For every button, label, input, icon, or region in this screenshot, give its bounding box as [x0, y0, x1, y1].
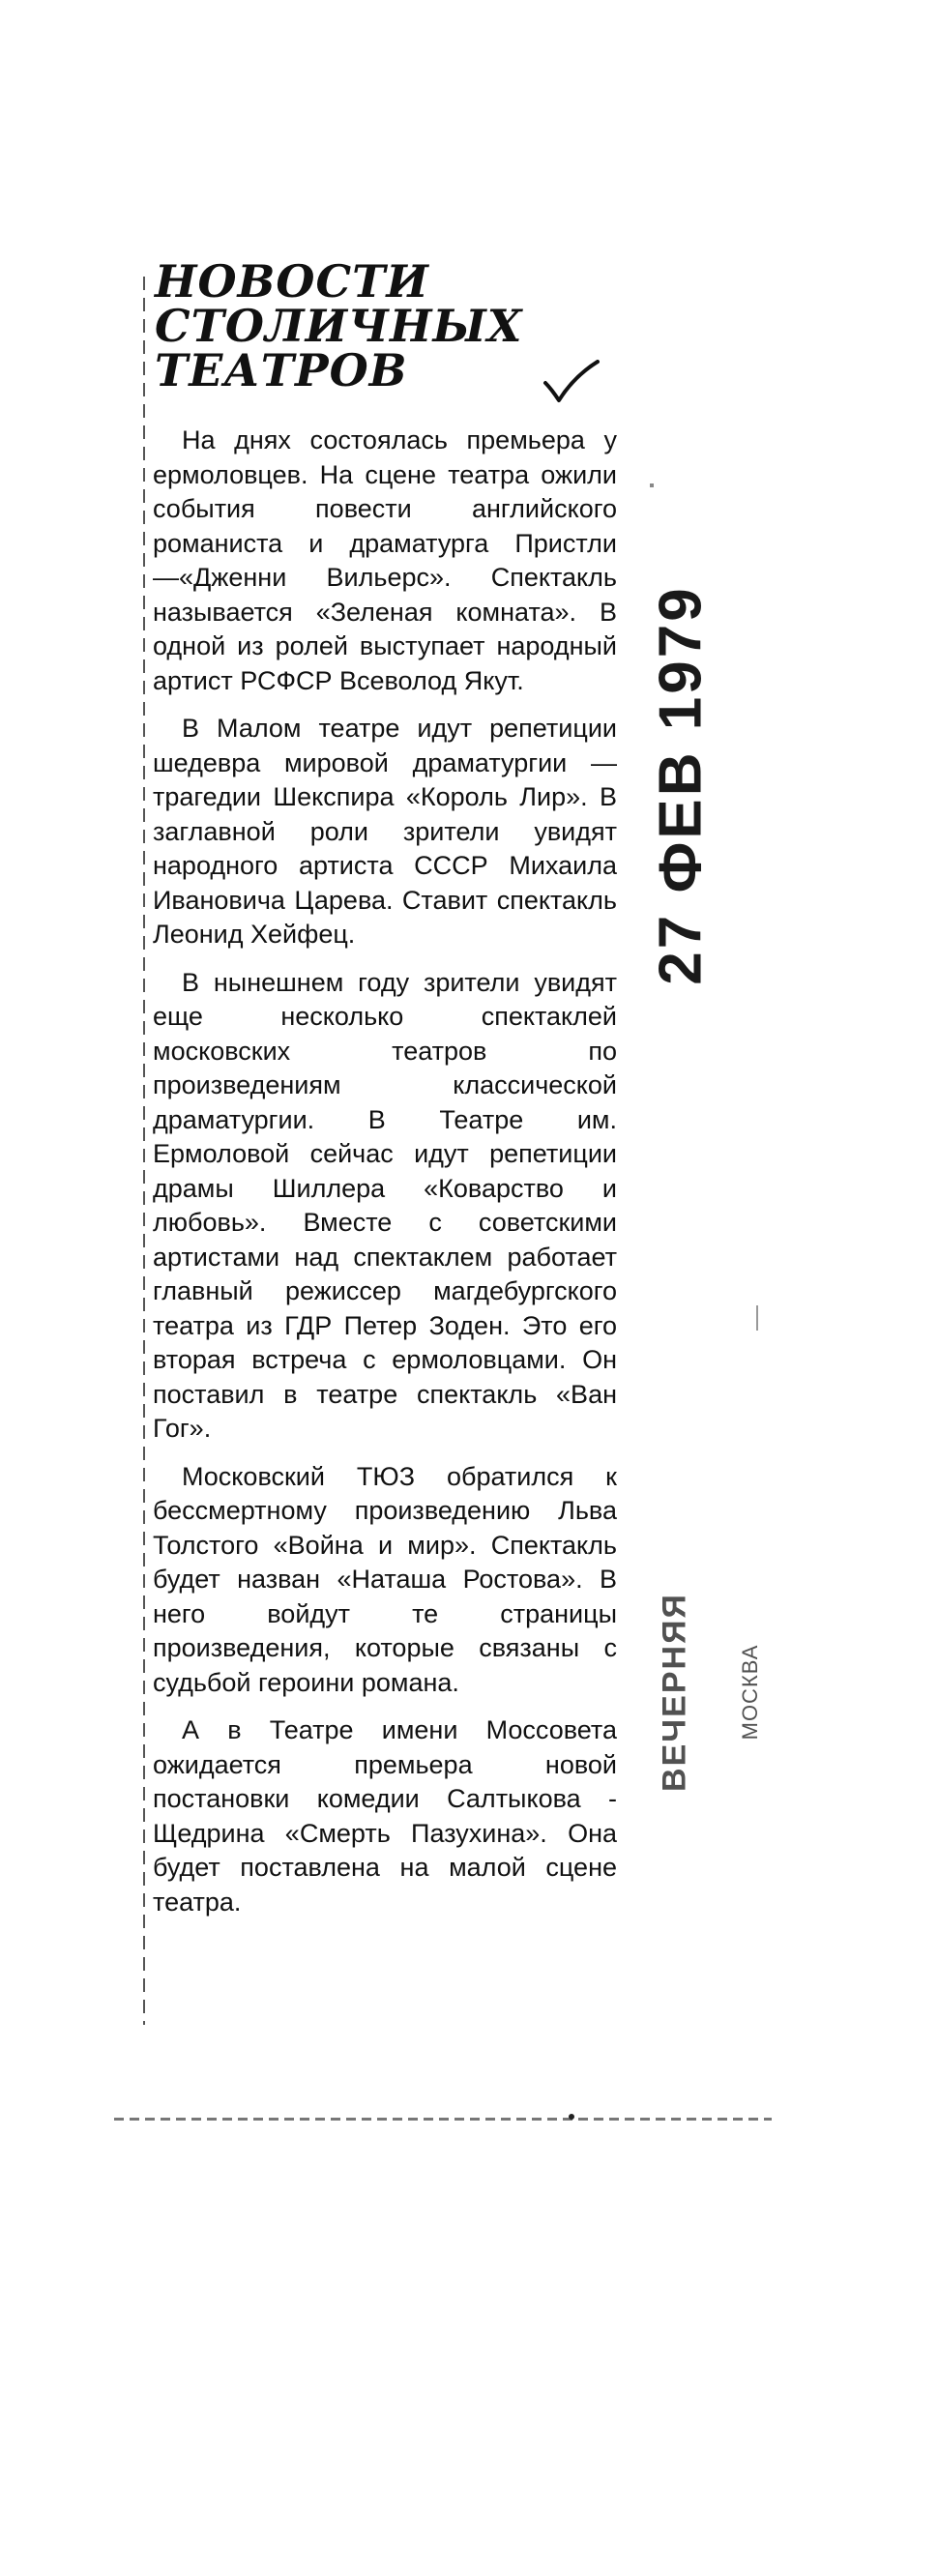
headline-line-1: НОВОСТИ [155, 255, 429, 307]
ink-dot [569, 2114, 574, 2120]
source-stamp-line-1: ВЕЧЕРНЯЯ [656, 1593, 693, 1792]
paragraph-premiere-ermolova: На днях состоялась премьера у ермоловцев. На сцене театра ожили события повести английского романиста и драматурга Пристли—«Дженни Вильерс». Спектакль называется «Зеленая комната». В одной из ролей выступает народный артист РСФСР Всеволод Якут. [153, 425, 617, 695]
newspaper-clipping [143, 255, 627, 2576]
checkmark-icon [542, 360, 600, 404]
bottom-rule [114, 2118, 772, 2121]
column-rule [143, 277, 145, 2025]
paragraph-maly-theatre: В Малом театре идут репетиции шедевра мировой драматургии — трагедии Шекспира «Король Лир». В заглавной роли зрители увидят народного артиста СССР Михаила Ивановича Царева. Ставит спектакль Леонид Хейфец. [153, 714, 617, 949]
headline [155, 255, 561, 396]
article-body [153, 424, 617, 1919]
paragraph-tyuz: Московский ТЮЗ обратился к бессмертному произведению Льва Толстого «Война и мир». Спектакль будет назван «Наташа Ростова». В него войдут те страницы произведения, которые связаны с судьбой героини романа. [153, 1461, 617, 1697]
headline-line-2: СТОЛИЧНЫХ [155, 300, 523, 352]
margin-tick [756, 1305, 758, 1331]
margin-speck [650, 483, 654, 487]
date-stamp [634, 585, 727, 985]
date-stamp-text: 27 ФЕВ 1979 [647, 585, 715, 985]
paragraph-mossovet: А в Театре имени Моссовета ожидается премьера новой постановки комедии Салтыкова - Щедрина «Смерть Пазухина». Она будет поставлена на малой сцене театра. [153, 1715, 617, 1917]
paragraph-classical-drama: В нынешнем году зрители увидят еще несколько спектаклей московских театров по произведениям классической драматургии. В Театре им. Ермоловой сейчас идут репетиции драмы Шиллера «Коварство и любовь». Вместе с советскими артистами над спектаклем работает главный режиссер магдебургского театра из ГДР Петер Зоден. Это его вторая встреча с ермоловцами. Он поставил в театре спектакль «Ван Гог». [153, 967, 617, 1443]
source-stamp-line-2: МОСКВА [738, 1644, 762, 1741]
source-stamp [646, 1489, 781, 1895]
headline-line-3: ТЕАТРОВ [155, 344, 408, 396]
